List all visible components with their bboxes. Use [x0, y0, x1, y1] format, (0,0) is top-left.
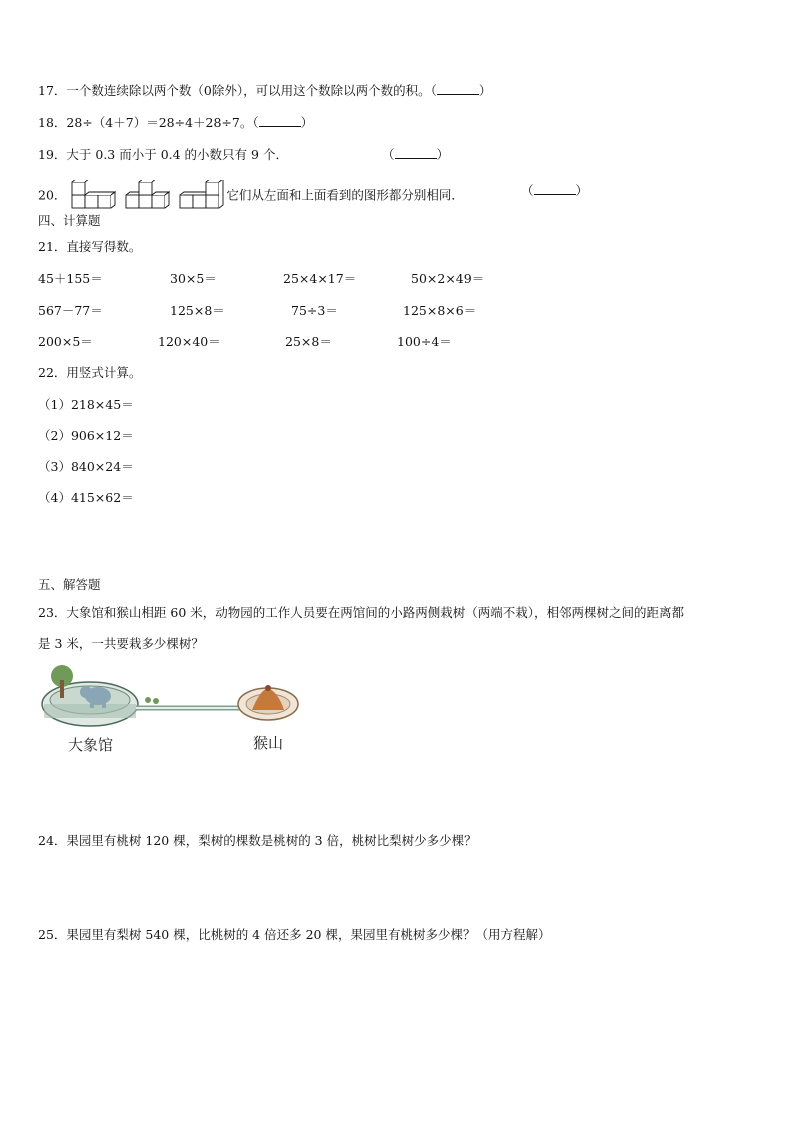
calc-item: 567－77＝	[38, 303, 103, 318]
question-number: 24．	[38, 833, 67, 848]
question-number: 25．	[38, 927, 67, 942]
calc-item: 30×5＝	[170, 271, 217, 286]
question-text: 果园里有桃树 120 棵，梨树的棵数是桃树的 3 倍，桃树比梨树少多少棵？	[66, 833, 477, 848]
calc-item: 200×5＝	[38, 334, 93, 349]
question-22	[38, 364, 141, 382]
calc-item: 25×8＝	[285, 334, 332, 349]
question-17: 17．一个数连续除以两个数（0除外），可以用这个数除以两个数的积。（ ）	[38, 83, 492, 98]
question-25	[38, 926, 550, 944]
question-text: 它们从左面和上面看到的图形都分别相同．	[226, 187, 464, 203]
calc-item: 50×2×49＝	[411, 271, 485, 286]
answer-blank[interactable]	[395, 146, 437, 159]
vertical-calc-item: （1）218×45＝	[38, 397, 134, 412]
question-text: 果园里有梨树 540 棵，比桃树的 4 倍还多 20 棵，果园里有桃树多少棵？（用方程解）	[66, 927, 551, 942]
vertical-calc-item: （3）840×24＝	[38, 459, 134, 474]
calc-item: 25×4×17＝	[283, 271, 357, 286]
section-heading-4: 四、计算题	[38, 213, 101, 228]
answer-blank[interactable]	[259, 114, 301, 127]
zoo-illustration	[40, 664, 310, 758]
question-text: 28÷（4＋7）＝28÷4＋28÷7。（	[66, 115, 259, 130]
label-monkey-hill: 猴山	[253, 734, 284, 752]
question-23-line-1	[38, 604, 684, 622]
calc-item: 45＋155＝	[38, 271, 103, 286]
question-21	[38, 238, 141, 256]
question-24	[38, 832, 477, 850]
calc-item: 75÷3＝	[291, 303, 338, 318]
question-number: 19．	[38, 147, 67, 162]
calc-item: 120×40＝	[158, 334, 221, 349]
calc-item: 125×8＝	[170, 303, 225, 318]
vertical-calc-item: （4）415×62＝	[38, 490, 134, 505]
label-elephant-house: 大象馆	[68, 736, 114, 754]
question-number: 17．	[38, 83, 67, 98]
answer-blank[interactable]	[437, 82, 479, 95]
question-text: 用竖式计算。	[66, 365, 142, 380]
question-19	[38, 146, 288, 164]
question-20	[38, 180, 464, 212]
question-number: 21．	[38, 239, 67, 254]
question-number: 23．	[38, 605, 67, 620]
question-text: 大于 0.3 而小于 0.4 的小数只有 9 个．	[66, 147, 288, 162]
question-23-line-2: 是 3 米，一共要栽多少棵树？	[38, 636, 204, 651]
question-text: 大象馆和猴山相距 60 米，动物园的工作人员要在两馆间的小路两侧栽树（两端不栽），相邻两棵树之间的距离都	[66, 605, 685, 620]
question-number: 22．	[38, 365, 67, 380]
section-heading-5: 五、解答题	[38, 577, 101, 592]
question-20-answer: （ ）	[521, 183, 589, 198]
calc-item: 125×8×6＝	[403, 303, 477, 318]
question-number: 20．	[38, 187, 67, 203]
zoo-path-drawing	[40, 664, 310, 734]
question-number: 18．	[38, 115, 67, 130]
cube-stack-figures	[70, 180, 226, 212]
answer-blank[interactable]	[534, 182, 576, 195]
vertical-calc-item: （2）906×12＝	[38, 428, 134, 443]
question-18: 18．28÷（4＋7）＝28÷4＋28÷7。（ ）	[38, 115, 314, 130]
question-19-answer: （ ）	[382, 147, 450, 162]
question-text: 直接写得数。	[66, 239, 142, 254]
calc-item: 100÷4＝	[397, 334, 452, 349]
question-text: 一个数连续除以两个数（0除外），可以用这个数除以两个数的积。（	[66, 83, 437, 98]
